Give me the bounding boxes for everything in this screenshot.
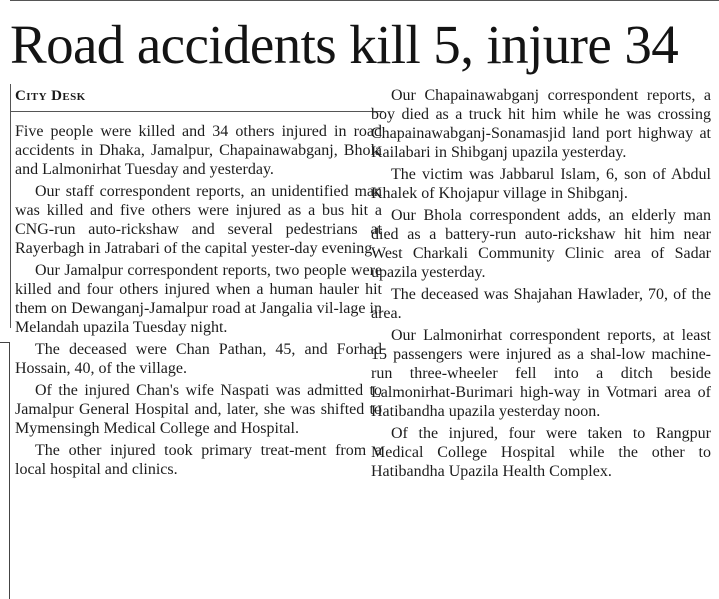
paragraph: Our staff correspondent reports, an unidentified man was killed and five others were injured as a bus hit a CNG-run auto-rickshaw and several pedestrians at Rayerbagh in Jatrabari of the capital yester-day evening. xyxy=(15,183,382,257)
paragraph: Our Bhola correspondent adds, an elderly man died as a battery-run auto-rickshaw hit him near West Charkali Community Clinic area of Sadar upazila yesterday. xyxy=(371,207,711,281)
paragraph: Our Jamalpur correspondent reports, two people were killed and four others injured when a human hauler hit them on Dewanganj-Jamalpur road at Jangalia vil-lage in Melandah upazila Tuesday night. xyxy=(15,262,382,336)
paragraph: The deceased was Shajahan Hawlader, 70, of the area. xyxy=(371,286,711,322)
paragraph: Our Lalmonirhat correspondent reports, at least 15 passengers were injured as a shal-low machine-run three-wheeler fell into a ditch beside Lalmonirhat-Burimari high-way in Votmari area of Hatibandha upazila yesterday noon. xyxy=(371,327,711,420)
column-border xyxy=(10,84,11,328)
byline-rule xyxy=(10,111,384,112)
left-body-text xyxy=(15,122,382,482)
right-body-text xyxy=(371,86,711,484)
left-column xyxy=(0,84,384,599)
paragraph: The other injured took primary treat-ment from a local hospital and clinics. xyxy=(15,442,382,478)
paragraph: Five people were killed and 34 others injured in road accidents in Dhaka, Jamalpur, Chapainawabganj, Bhola and Lalmonirhat Tuesday and yesterday. xyxy=(15,123,382,178)
headline: Road accidents kill 5, injure 34 xyxy=(10,14,679,75)
column-bracket xyxy=(0,342,10,599)
paragraph: Of the injured Chan's wife Naspati was admitted to Jamalpur General Hospital and, later, she was shifted to Mymensingh Medical College and Hospital. xyxy=(15,382,382,437)
paragraph: Our Chapainawabganj correspondent reports, a boy died as a truck hit him while he was crossing Chapainawabganj-Sonamasjid land port highway at Kailabari in Shibganj upazila yesterday. xyxy=(371,87,711,161)
paragraph: The victim was Jabbarul Islam, 6, son of Abdul Khalek of Khojapur village in Shibganj. xyxy=(371,166,711,202)
paragraph: The deceased were Chan Pathan, 45, and Forhad Hossain, 40, of the village. xyxy=(15,341,382,377)
byline: City Desk xyxy=(15,88,86,104)
paragraph: Of the injured, four were taken to Rangpur Medical College Hospital while the other to Hatibandha Upazila Health Complex. xyxy=(371,425,711,480)
top-rule xyxy=(10,0,719,1)
